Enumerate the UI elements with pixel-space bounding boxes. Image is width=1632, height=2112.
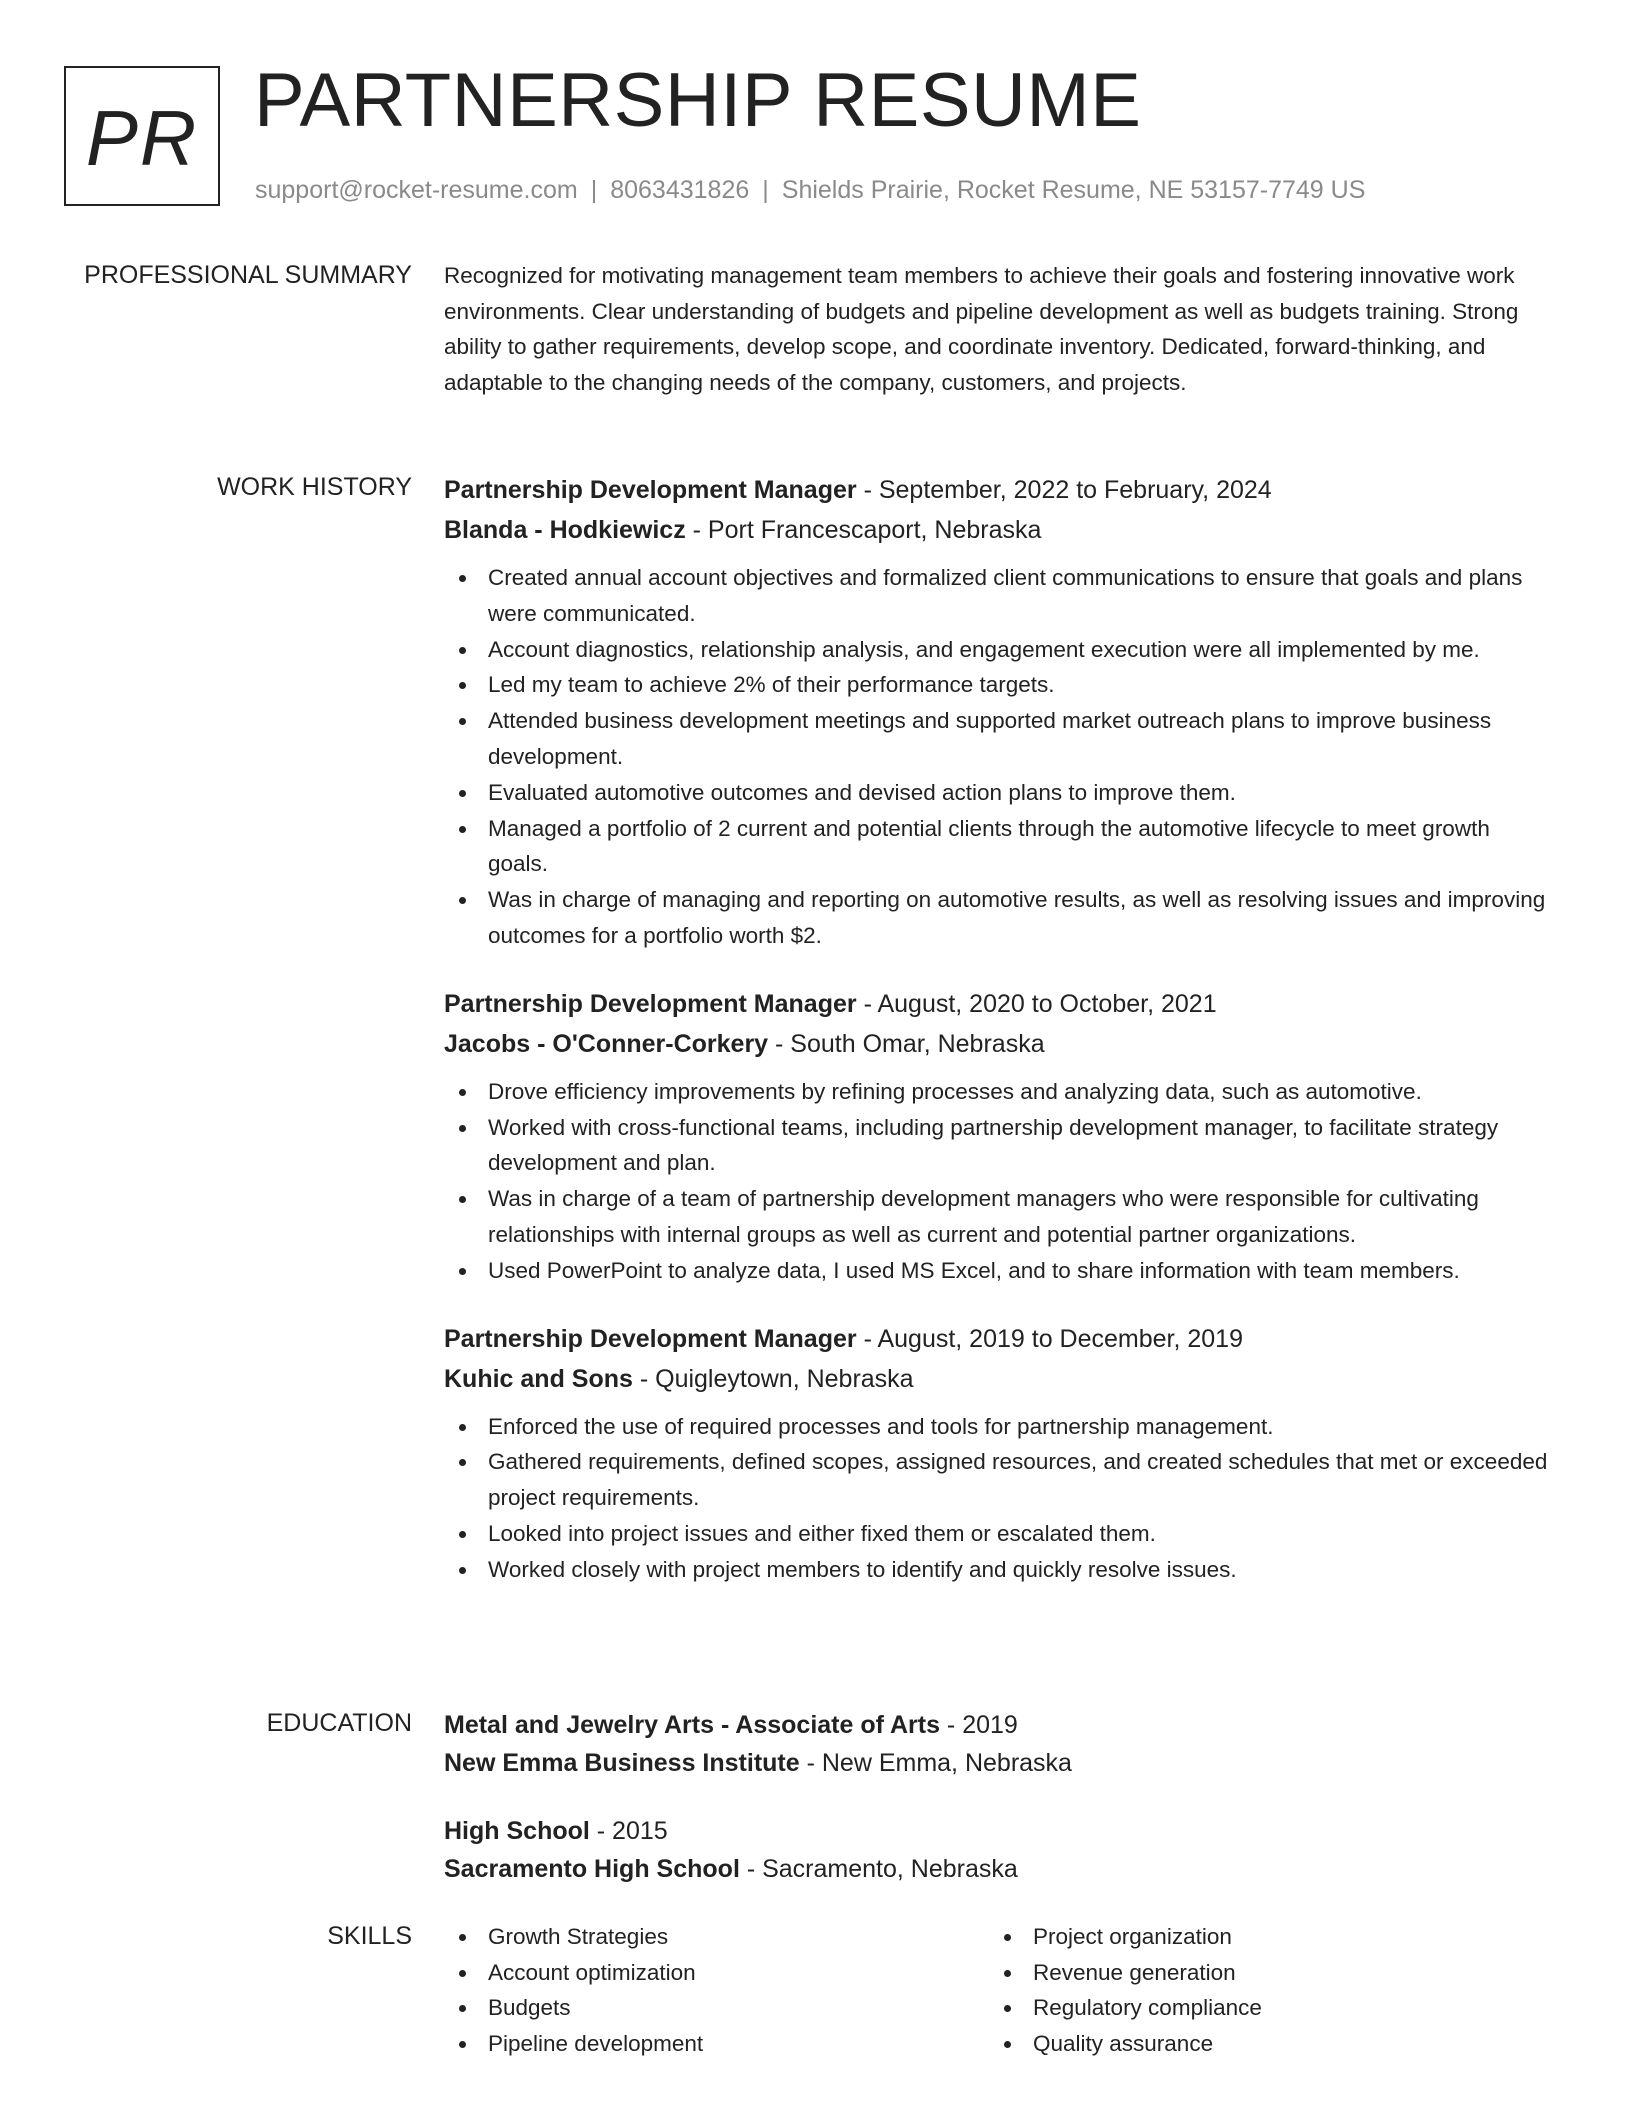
education-school-line [444, 1744, 1556, 1782]
job-bullet [444, 1444, 1556, 1516]
skill-item [989, 1919, 1262, 1955]
job-bullet [444, 667, 1556, 703]
bullet-text: Worked closely with project members to identify and quickly resolve issues. [488, 1556, 1237, 1582]
skill-item [444, 2026, 703, 2062]
job-company-line [444, 510, 1556, 550]
skill-text: Project organization [1033, 1924, 1232, 1949]
job-title-line [444, 470, 1556, 510]
skill-text: Account optimization [488, 1959, 696, 1985]
skill-item [989, 2026, 1262, 2062]
bullet-text: Enforced the use of required processes and tools for partnership management. [488, 1413, 1274, 1439]
job-company-line [444, 1359, 1556, 1399]
bullet-dot [459, 2041, 466, 2048]
job-company-line [444, 1024, 1556, 1064]
education-school: New Emma Business Institute [444, 1749, 800, 1777]
job-bullet [444, 1552, 1556, 1588]
skill-item [444, 1919, 703, 1955]
bullet-dot [459, 1268, 466, 1275]
skill-text: Growth Strategies [488, 1924, 669, 1949]
skills-column-right [989, 1919, 1262, 2061]
skill-item [444, 1955, 703, 1991]
bullet-dot [459, 1424, 466, 1431]
bullet-dot [1004, 2005, 1011, 2012]
bullet-dot [459, 1196, 466, 1203]
education-entry [444, 1706, 1556, 1782]
job-bullet [444, 632, 1556, 668]
contact-separator: | [762, 176, 769, 204]
bullet-text: Was in charge of managing and reporting on automotive results, as well as resolving issues and improving outcomes for a portfolio worth $2. [488, 887, 1546, 948]
bullet-dot [459, 647, 466, 654]
bullet-text: Led my team to achieve 2% of their performance targets. [488, 672, 1055, 698]
education-body [444, 1706, 1556, 1888]
bullet-text: Managed a portfolio of 2 current and potential clients through the automotive lifecycle to meet growth goals. [488, 815, 1490, 877]
job-dates: - August, 2020 to October, 2021 [856, 989, 1217, 1018]
job-entry [444, 984, 1556, 1289]
job-bullets [444, 1074, 1556, 1289]
education-degree: Metal and Jewelry Arts - Associate of Arts [444, 1711, 940, 1739]
education-location: - Sacramento, Nebraska [739, 1855, 1018, 1883]
job-bullets [444, 1409, 1556, 1588]
job-entry [444, 1319, 1556, 1588]
bullet-dot [1004, 1970, 1011, 1977]
section-label-work-history: WORK HISTORY [217, 473, 412, 501]
section-label-summary: PROFESSIONAL SUMMARY [84, 261, 412, 289]
education-entry [444, 1812, 1556, 1888]
contact-email[interactable]: support@rocket-resume.com [255, 176, 578, 204]
skills-columns [444, 1919, 1556, 2059]
monogram-initials: PR [85, 93, 199, 182]
education-location: - New Emma, Nebraska [799, 1749, 1072, 1777]
bullet-dot [459, 1459, 466, 1466]
section-label-skills: SKILLS [327, 1922, 412, 1950]
work-history-body [444, 470, 1556, 1588]
bullet-text: Was in charge of a team of partnership development managers who were responsible for cultivating relationships with internal groups as well as current and potential partner organizations. [488, 1186, 1479, 1247]
bullet-dot [459, 1531, 466, 1538]
bullet-dot [459, 826, 466, 833]
bullet-text: Account diagnostics, relationship analysis, and engagement execution were all implemented by me. [488, 636, 1480, 662]
education-school: Sacramento High School [444, 1855, 740, 1883]
skill-item [989, 1955, 1262, 1991]
bullet-dot [459, 1934, 466, 1941]
job-entry [444, 470, 1556, 954]
job-company: Kuhic and Sons [444, 1364, 633, 1393]
bullet-dot [459, 2005, 466, 2012]
contact-separator: | [590, 176, 598, 204]
bullet-text: Created annual account objectives and formalized client communications to ensure that goals and plans were communicated. [488, 565, 1523, 626]
contact-line [255, 174, 1365, 206]
job-bullet [444, 882, 1556, 954]
education-degree: High School [444, 1817, 590, 1845]
job-location: - South Omar, Nebraska [768, 1029, 1045, 1058]
job-location: - Quigleytown, Nebraska [632, 1364, 914, 1393]
skills-column-left [444, 1919, 703, 2061]
summary-body [444, 258, 1556, 401]
job-title-line [444, 984, 1556, 1024]
job-company: Blanda - Hodkiewicz [444, 516, 686, 544]
job-bullet [444, 703, 1556, 775]
job-title: Partnership Development Manager [444, 476, 857, 504]
contact-phone[interactable]: 8063431826 [610, 176, 750, 204]
skills-body [444, 1919, 1556, 2059]
skill-item [989, 1990, 1262, 2026]
education-school-line [444, 1850, 1556, 1888]
skill-text: Pipeline development [488, 2030, 704, 2056]
bullet-dot [459, 575, 466, 582]
job-bullets [444, 560, 1556, 954]
bullet-dot [459, 1089, 466, 1096]
bullet-text: Evaluated automotive outcomes and devised action plans to improve them. [488, 779, 1236, 805]
job-bullet [444, 1253, 1556, 1289]
skill-text: Regulatory compliance [1033, 1995, 1262, 2021]
job-dates: - August, 2019 to December, 2019 [856, 1324, 1243, 1353]
bullet-text: Looked into project issues and either fixed them or escalated them. [488, 1520, 1156, 1546]
skill-text: Budgets [488, 1995, 571, 2021]
bullet-dot [459, 718, 466, 725]
job-title-line [444, 1319, 1556, 1359]
job-bullet [444, 775, 1556, 811]
job-title: Partnership Development Manager [444, 1324, 857, 1353]
bullet-text: Gathered requirements, defined scopes, assigned resources, and created schedules that met or exceeded project requirements. [488, 1449, 1548, 1511]
education-year: - 2019 [939, 1711, 1018, 1739]
education-year: - 2015 [589, 1817, 668, 1845]
job-title: Partnership Development Manager [444, 989, 857, 1018]
section-label-education: EDUCATION [266, 1709, 412, 1737]
skill-text: Quality assurance [1033, 2030, 1214, 2056]
job-bullet [444, 560, 1556, 632]
job-bullet [444, 1110, 1556, 1182]
bullet-text: Worked with cross-functional teams, including partnership development manager, to facilitate strategy development and plan. [488, 1114, 1499, 1176]
education-degree-line [444, 1706, 1556, 1744]
job-bullet [444, 1516, 1556, 1552]
education-degree-line [444, 1812, 1556, 1850]
skill-text: Revenue generation [1033, 1959, 1236, 1985]
bullet-text: Drove efficiency improvements by refining processes and analyzing data, such as automotive. [488, 1078, 1422, 1104]
bullet-text: Attended business development meetings and supported market outreach plans to improve business development. [488, 708, 1492, 769]
job-company: Jacobs - O'Conner-Corkery [444, 1029, 769, 1058]
resume-title: PARTNERSHIP RESUME [254, 58, 1142, 143]
job-bullet [444, 811, 1556, 883]
bullet-dot [459, 790, 466, 797]
contact-address: Shields Prairie, Rocket Resume, NE 53157-7749 US [781, 176, 1366, 204]
job-bullet [444, 1074, 1556, 1110]
bullet-dot [459, 1970, 466, 1977]
summary-text: Recognized for motivating management team members to achieve their goals and fostering innovative work environments. Clear understanding of budgets and pipeline development as well as budgets training. Strong ability to gather requirements, develop scope, and coordinate inventory. Dedicated, forward-thinking, and adaptable to the changing needs of the company, customers, and projects. [444, 263, 1519, 396]
bullet-dot [1004, 1934, 1011, 1941]
bullet-text: Used PowerPoint to analyze data, I used MS Excel, and to share information with team members. [488, 1257, 1460, 1283]
job-location: - Port Francescaport, Nebraska [685, 516, 1042, 544]
bullet-dot [1004, 2041, 1011, 2048]
bullet-dot [459, 682, 466, 689]
job-dates: - September, 2022 to February, 2024 [856, 476, 1272, 504]
job-bullet [444, 1409, 1556, 1445]
bullet-dot [459, 897, 466, 904]
skill-item [444, 1990, 703, 2026]
bullet-dot [459, 1567, 466, 1574]
bullet-dot [459, 1125, 466, 1132]
monogram-badge [64, 66, 220, 206]
job-bullet [444, 1181, 1556, 1253]
